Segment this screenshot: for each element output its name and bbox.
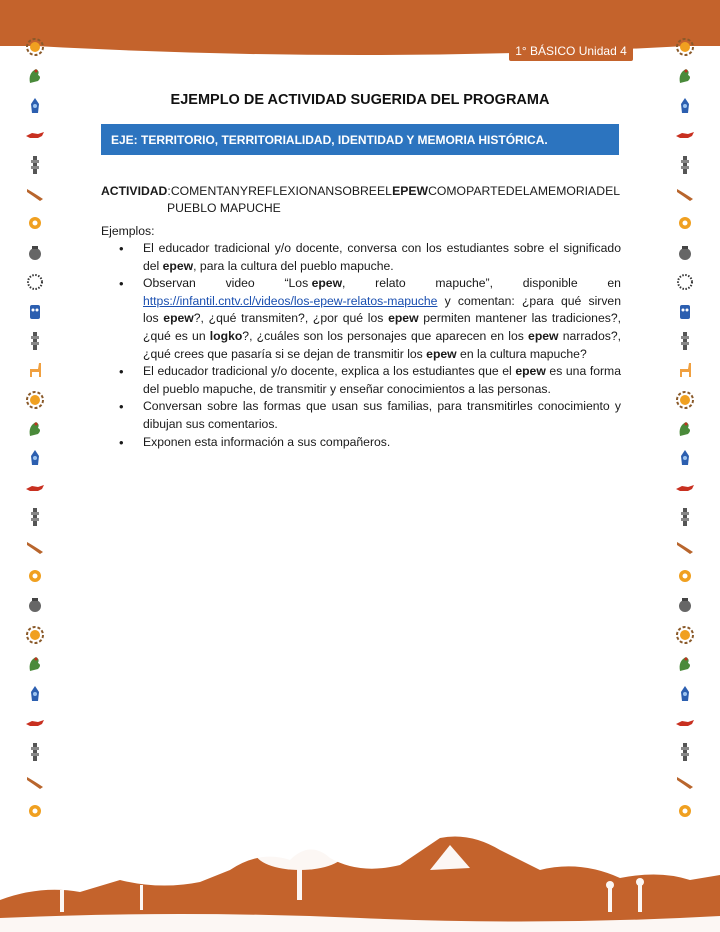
totem-icon — [674, 330, 696, 352]
flower-icon — [674, 565, 696, 587]
grade-unit-badge: 1° BÁSICO Unidad 4 — [509, 40, 633, 61]
fox-icon — [674, 712, 696, 734]
totem-icon — [24, 741, 46, 763]
bird-icon — [24, 418, 46, 440]
sun-icon — [24, 36, 46, 58]
page-title: EJEMPLO DE ACTIVIDAD SUGERIDA DEL PROGRAMA — [170, 92, 550, 108]
pot-icon — [24, 242, 46, 264]
figure-icon — [24, 447, 46, 469]
bird-icon — [24, 653, 46, 675]
epew-keyword: EPEW — [392, 184, 428, 198]
fox-icon — [24, 712, 46, 734]
list-item: • El educador tradicional y/o docente, conversa con los estudiantes sobre el significado del epew, para la cultura del pueblo mapuche. — [119, 240, 621, 275]
axis-heading: EJE: TERRITORIO, TERRITORIALIDAD, IDENTIDAD Y MEMORIA HISTÓRICA. — [101, 124, 619, 155]
mask-icon — [24, 301, 46, 323]
bird-icon — [674, 65, 696, 87]
llama-icon — [674, 359, 696, 381]
flower-icon — [24, 212, 46, 234]
totem-icon — [24, 154, 46, 176]
right-icon-column — [670, 36, 700, 830]
fox-icon — [674, 477, 696, 499]
condor-icon — [24, 183, 46, 205]
condor-icon — [674, 536, 696, 558]
sun-icon — [674, 389, 696, 411]
flower-icon — [674, 212, 696, 234]
pot-icon — [674, 242, 696, 264]
figure-icon — [674, 447, 696, 469]
fox-icon — [674, 124, 696, 146]
totem-icon — [24, 330, 46, 352]
list-item: • Observan video “Los epew, relato mapuche”, disponible en https://infantil.cntv.cl/videos/los-epew-relatos-mapuche y comentan: ¿para qué sirven los epew?, ¿qué transmiten?, ¿por qué los epew permiten mantener las tradiciones?, ¿qué es un logko?, ¿cuáles son los personajes que aparecen en los epew narrados?, ¿qué crees que pasaría si se dejan de transmitir los epew en la cultura mapuche? — [119, 275, 621, 363]
star-icon — [674, 271, 696, 293]
pot-icon — [24, 594, 46, 616]
condor-icon — [24, 536, 46, 558]
landscape-footer — [0, 830, 720, 932]
llama-icon — [24, 359, 46, 381]
totem-icon — [674, 154, 696, 176]
flower-icon — [24, 800, 46, 822]
list-item: • Exponen esta información a sus compañeros. — [119, 434, 621, 452]
totem-icon — [674, 741, 696, 763]
pot-icon — [674, 594, 696, 616]
flower-icon — [24, 565, 46, 587]
bird-icon — [674, 418, 696, 440]
star-icon — [24, 271, 46, 293]
sun-icon — [24, 624, 46, 646]
examples-list — [119, 240, 621, 451]
flower-icon — [674, 800, 696, 822]
activity-label: ACTIVIDAD — [101, 184, 168, 198]
totem-icon — [24, 506, 46, 528]
condor-icon — [674, 183, 696, 205]
bird-icon — [24, 65, 46, 87]
activity-statement: ACTIVIDAD: COMENTAN Y REFLEXIONAN SOBRE EL EPEW COMO PARTE DE LA MEMORIA DEL PUEBLO MAPUCHE — [101, 184, 620, 215]
examples-label: Ejemplos: — [101, 224, 155, 238]
figure-icon — [674, 683, 696, 705]
list-item: • Conversan sobre las formas que usan sus familias, para transmitirles conocimiento y dibujan sus comentarios. — [119, 398, 621, 433]
condor-icon — [674, 771, 696, 793]
list-item: • El educador tradicional y/o docente, explica a los estudiantes que el epew es una forma del pueblo mapuche, de transmitir y enseñar conocimientos a las personas. — [119, 363, 621, 398]
sun-icon — [674, 36, 696, 58]
video-link[interactable]: https://infantil.cntv.cl/videos/los-epew-relatos-mapuche — [143, 293, 438, 308]
condor-icon — [24, 771, 46, 793]
fox-icon — [24, 124, 46, 146]
mask-icon — [674, 301, 696, 323]
totem-icon — [674, 506, 696, 528]
sun-icon — [24, 389, 46, 411]
bird-icon — [674, 653, 696, 675]
sun-icon — [674, 624, 696, 646]
fox-icon — [24, 477, 46, 499]
figure-icon — [24, 683, 46, 705]
left-icon-column — [20, 36, 50, 830]
